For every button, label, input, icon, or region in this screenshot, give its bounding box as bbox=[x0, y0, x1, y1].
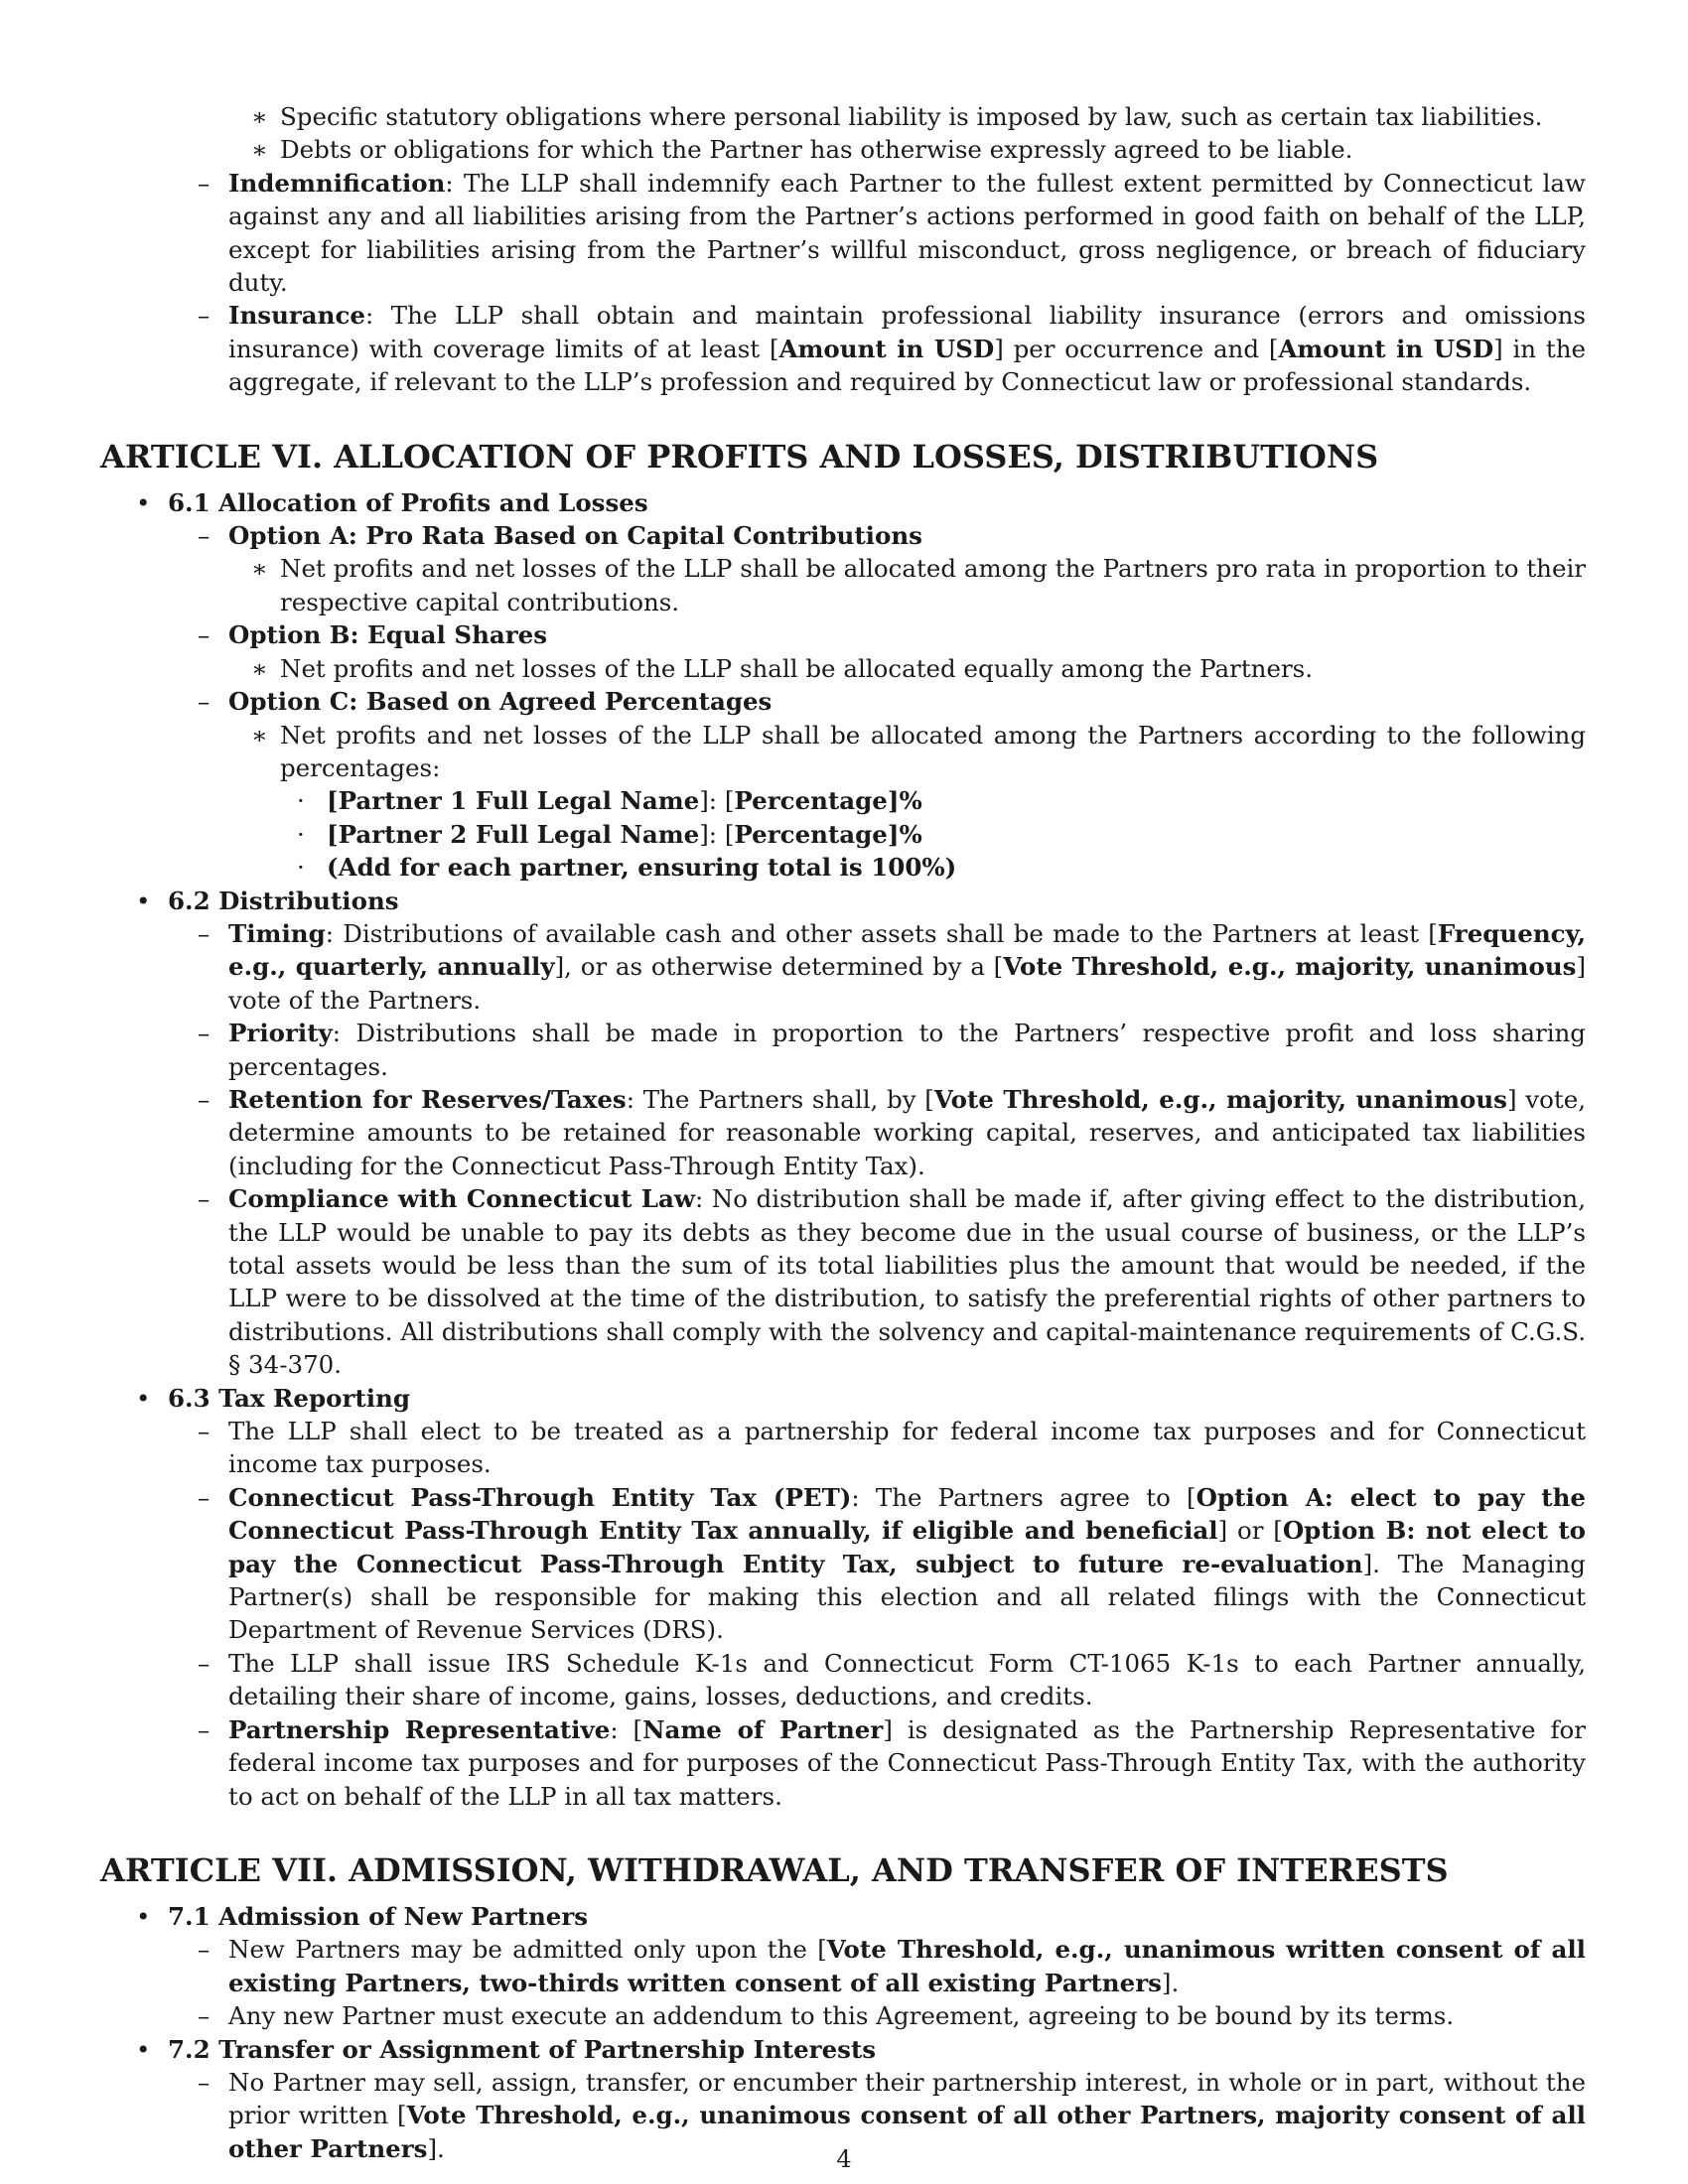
bold-text: 7.2 Transfer or Assignment of Partnership Interests bbox=[168, 2034, 877, 2064]
text-run: ] per occurrence and [ bbox=[994, 334, 1279, 363]
bullet-marker: • bbox=[136, 886, 151, 915]
dot-marker: · bbox=[297, 853, 305, 883]
bold-text: 7.1 Admission of New Partners bbox=[168, 1901, 589, 1931]
text-run: : The Partners shall, by [ bbox=[626, 1084, 934, 1114]
text-run: : The LLP shall indemnify each Partner to the fullest extent permitted by Connecticut law against any and all liabilities arising from the Partner’s actions performed in good faith on behalf of the LLP, except for liabilities arising from the Partner’s willful misconduct, gross negligence, or breach of fiduciary duty. bbox=[228, 168, 1586, 298]
list-item bbox=[100, 719, 1586, 785]
bold-text: (Add for each partner, ensuring total is 100%) bbox=[327, 853, 957, 883]
bold-text: Name of Partner bbox=[642, 1714, 884, 1744]
bold-text: Partner 1 Full Legal Name bbox=[338, 786, 700, 816]
bullet-marker: • bbox=[136, 1901, 151, 1931]
text-run: ]: [ bbox=[699, 819, 735, 849]
dash-marker: – bbox=[198, 521, 211, 551]
bold-text: Insurance bbox=[228, 301, 365, 331]
bold-text: Indemnification bbox=[228, 168, 446, 198]
text-run: The LLP shall issue IRS Schedule K-1s and Connecticut Form CT-1065 K-1s to each Partner annually, detailing their share of income, gains, losses, deductions, and credits. bbox=[228, 1648, 1586, 1711]
text-run: Net profits and net losses of the LLP shall be allocated equally among the Partners. bbox=[280, 653, 1314, 683]
text-run: Net profits and net losses of the LLP shall be allocated among the Partners according to the following percentages: bbox=[280, 720, 1586, 782]
list-item bbox=[100, 917, 1586, 1017]
text-run: The LLP shall elect to be treated as a partnership for federal income tax purposes and for Connecticut income tax purposes. bbox=[228, 1417, 1586, 1479]
list-item bbox=[100, 100, 1586, 133]
text-run: : No distribution shall be made if, after giving effect to the distribution, the LLP would be unable to pay its debts as they become due in the usual course of business, or the LLP’s total assets would be less than the sum of its total liabilities plus the amount that would be needed, if the LLP were to be dissolved at the time of the distribution, to satisfy the preferential rights of other partners to distributions. All distributions shall comply with the solvency and capital-maintenance requirements of C.G.S. § 34-370. bbox=[228, 1184, 1587, 1380]
continued-list bbox=[100, 100, 1586, 399]
dash-marker: – bbox=[198, 1935, 211, 1965]
list-item bbox=[100, 552, 1586, 618]
list-item bbox=[100, 652, 1586, 685]
bold-text: Option B: not elect to pay the Connecticut Pass-Through Entity Tax, subject to future re-evaluation bbox=[228, 1516, 1587, 1578]
dash-marker: – bbox=[198, 2067, 211, 2097]
dash-marker: – bbox=[198, 687, 211, 717]
text-run: : The Partners agree to [ bbox=[851, 1482, 1196, 1512]
text-run: ], or as otherwise determined by a [ bbox=[554, 952, 1004, 982]
bold-text: Vote Threshold, e.g., majority, unanimous bbox=[1003, 952, 1577, 982]
article-6-list bbox=[100, 486, 1586, 1813]
text-run: Specific statutory obligations where personal liability is imposed by law, such as certain tax liabilities. bbox=[280, 102, 1543, 131]
text-run: ] in the aggregate, if relevant to the LLP’s profession and required by Connecticut law or professional standards. bbox=[228, 334, 1586, 397]
text-run: : [ bbox=[610, 1714, 643, 1744]
list-item bbox=[100, 1481, 1586, 1647]
text-run: ]. bbox=[427, 2133, 445, 2163]
dot-marker: · bbox=[297, 786, 305, 816]
page-number: 4 bbox=[836, 2145, 852, 2173]
bold-text: Vote Threshold, e.g., majority, unanimous bbox=[933, 1084, 1507, 1114]
bullet-marker: • bbox=[136, 487, 151, 517]
bold-text: Priority bbox=[228, 1019, 333, 1048]
list-item bbox=[100, 784, 1586, 817]
text-run: Net profits and net losses of the LLP shall be allocated among the Partners pro rata in proportion to their respective capital contributions. bbox=[280, 554, 1586, 616]
bold-text: Retention for Reserves/Taxes bbox=[228, 1084, 627, 1114]
bold-text: Amount in USD bbox=[1278, 334, 1494, 363]
dot-marker: · bbox=[297, 819, 305, 849]
list-item bbox=[100, 818, 1586, 851]
text-run: : Distributions of available cash and other assets shall be made to the Partners at least [ bbox=[325, 918, 1438, 948]
bold-text: Partnership Representative bbox=[228, 1714, 611, 1744]
dash-marker: – bbox=[198, 1184, 211, 1214]
bold-text: Option B: Equal Shares bbox=[228, 620, 548, 650]
list-item bbox=[100, 1713, 1586, 1813]
article-6-heading: ARTICLE VI. ALLOCATION OF PROFITS AND LOSSES, DISTRIBUTIONS bbox=[100, 437, 1379, 476]
bold-text: Compliance with Connecticut Law bbox=[228, 1184, 695, 1214]
bold-text: 6.1 Allocation of Profits and Losses bbox=[168, 487, 648, 517]
asterisk-marker: ∗ bbox=[251, 653, 268, 683]
asterisk-marker: ∗ bbox=[251, 102, 268, 131]
document-page bbox=[100, 100, 1586, 2165]
dash-marker: – bbox=[198, 1482, 211, 1512]
list-item bbox=[100, 1017, 1586, 1083]
dash-marker: – bbox=[198, 1084, 211, 1114]
list-item bbox=[100, 1933, 1586, 1999]
list-item bbox=[100, 133, 1586, 166]
text-run: ]: [ bbox=[699, 786, 735, 816]
list-item bbox=[100, 685, 1586, 718]
asterisk-marker: ∗ bbox=[251, 554, 268, 584]
dash-marker: – bbox=[198, 301, 211, 331]
list-item bbox=[100, 1382, 1586, 1415]
text-run: ] vote, determine amounts to be retained for reasonable working capital, reserves, and anticipated tax liabilities (including for the Connecticut Pass-Through Entity Tax). bbox=[228, 1084, 1586, 1180]
dash-marker: – bbox=[198, 1417, 211, 1446]
asterisk-marker: ∗ bbox=[251, 720, 268, 750]
text-run: New Partners may be admitted only upon the [ bbox=[228, 1935, 827, 1965]
dash-marker: – bbox=[198, 1714, 211, 1744]
list-item bbox=[100, 618, 1586, 651]
bold-text: Timing bbox=[228, 918, 326, 948]
dash-marker: – bbox=[198, 1019, 211, 1048]
text-run: Any new Partner must execute an addendum to this Agreement, agreeing to be bound by its terms. bbox=[228, 2001, 1455, 2031]
list-item bbox=[100, 2033, 1586, 2066]
bold-text: ]% bbox=[887, 786, 922, 816]
text-run: : The LLP shall obtain and maintain professional liability insurance (errors and omissions insurance) with coverage limits of at least [ bbox=[228, 301, 1586, 363]
bold-text: Vote Threshold, e.g., unanimous written consent of all existing Partners, two-thirds written consent of all existing Partners bbox=[228, 1935, 1586, 1997]
bold-text: Option C: Based on Agreed Percentages bbox=[228, 687, 773, 717]
list-item bbox=[100, 1083, 1586, 1182]
asterisk-marker: ∗ bbox=[251, 135, 268, 165]
dash-marker: – bbox=[198, 620, 211, 650]
bold-text: Connecticut Pass-Through Entity Tax (PET) bbox=[228, 1482, 852, 1512]
bold-text: ]% bbox=[887, 819, 922, 849]
list-item bbox=[100, 299, 1586, 398]
bold-text: 6.3 Tax Reporting bbox=[168, 1383, 410, 1413]
dash-marker: – bbox=[198, 918, 211, 948]
text-run: No Partner may sell, assign, transfer, or encumber their partnership interest, in whole or in part, without the prior written [ bbox=[228, 2067, 1586, 2130]
bold-text: Percentage bbox=[734, 819, 888, 849]
dash-marker: – bbox=[198, 168, 211, 198]
bold-text: Frequency, e.g., quarterly, annually bbox=[228, 918, 1586, 982]
list-item bbox=[100, 1647, 1586, 1713]
list-item bbox=[100, 851, 1586, 884]
bold-text: Partner 2 Full Legal Name bbox=[338, 819, 700, 849]
list-item bbox=[100, 1415, 1586, 1481]
bold-text: 6.2 Distributions bbox=[168, 886, 399, 915]
bullet-marker: • bbox=[136, 2034, 151, 2064]
text-run: ] or [ bbox=[1217, 1516, 1283, 1546]
list-item bbox=[100, 167, 1586, 300]
list-item bbox=[100, 1999, 1586, 2032]
bold-text: [ bbox=[327, 786, 339, 816]
text-run: Debts or obligations for which the Partner has otherwise expressly agreed to be liable. bbox=[280, 135, 1353, 165]
text-run: : Distributions shall be made in proportion to the Partners’ respective profit and loss sharing percentages. bbox=[228, 1019, 1586, 1081]
text-run: ]. bbox=[1161, 1968, 1180, 1997]
bold-text: Percentage bbox=[734, 786, 888, 816]
article-7-heading: ARTICLE VII. ADMISSION, WITHDRAWAL, AND TRANSFER OF INTERESTS bbox=[100, 1850, 1449, 1889]
list-item bbox=[100, 519, 1586, 552]
list-item bbox=[100, 885, 1586, 917]
dash-marker: – bbox=[198, 1648, 211, 1678]
bold-text: Amount in USD bbox=[778, 334, 995, 363]
text-run: ] is designated as the Partnership Representative for federal income tax purposes and for purposes of the Connecticut Pass-Through Entity Tax, with the authority to act on behalf of the LLP in all tax matters. bbox=[228, 1714, 1587, 1811]
article-7-list bbox=[100, 1900, 1586, 2165]
bold-text: Option A: Pro Rata Based on Capital Contributions bbox=[228, 521, 922, 551]
list-item bbox=[100, 486, 1586, 519]
bold-text: Option A: elect to pay the Connecticut Pass-Through Entity Tax annually, if eligible and beneficial bbox=[228, 1482, 1586, 1546]
bullet-marker: • bbox=[136, 1383, 151, 1413]
list-item bbox=[100, 1182, 1586, 1381]
bold-text: Vote Threshold, e.g., unanimous consent of all other Partners, majority consent of all other Partners bbox=[228, 2101, 1586, 2163]
text-run: ]. The Managing Partner(s) shall be responsible for making this election and all related filings with the Connecticut Department of Revenue Services (DRS). bbox=[228, 1549, 1586, 1645]
dash-marker: – bbox=[198, 2001, 211, 2031]
list-item bbox=[100, 1900, 1586, 1933]
text-run: ] vote of the Partners. bbox=[228, 952, 1586, 1015]
bold-text: [ bbox=[327, 819, 339, 849]
